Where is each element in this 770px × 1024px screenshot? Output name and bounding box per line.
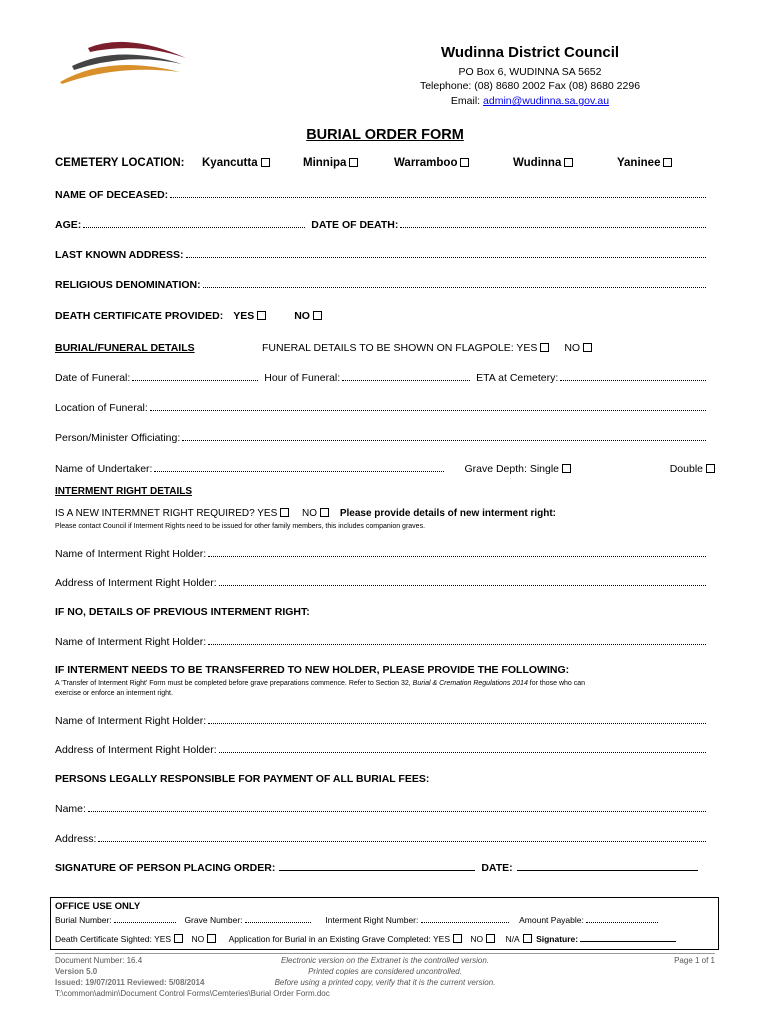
holder-address-row (55, 577, 708, 589)
funeral-date-row (55, 372, 708, 384)
signature-date-field[interactable] (517, 870, 698, 871)
grave-depth-single[interactable]: Grave Depth: Single (464, 463, 571, 475)
new-holder-address-label: Address of Interment Right Holder: (55, 744, 217, 756)
religion-label: RELIGIOUS DENOMINATION: (55, 279, 201, 291)
checkbox[interactable] (564, 158, 573, 167)
deceased-field[interactable] (170, 197, 706, 198)
signature-label: SIGNATURE OF PERSON PLACING ORDER: (55, 862, 276, 874)
transfer-heading: IF INTERMENT NEEDS TO BE TRANSFERRED TO NEW HOLDER, PLEASE PROVIDE THE FOLLOWING: (55, 664, 570, 676)
last-address-row (55, 249, 708, 261)
existing-na-checkbox[interactable] (523, 934, 532, 943)
grave-depth-double[interactable]: Double (670, 463, 715, 475)
deceased-row (55, 189, 708, 201)
death-cert-yes[interactable]: YES (233, 310, 266, 322)
transfer-note: A 'Transfer of Interment Right' Form must be completed before grave preparations commence. Refer to Section 32, Burial & Cremation Regulations 2014 for those who can exercise or enforce an interment right. (55, 680, 586, 697)
funeral-date-field[interactable] (132, 380, 258, 381)
checkbox[interactable] (349, 158, 358, 167)
death-cert-row (55, 310, 708, 322)
cemetery-minnipa[interactable]: Minnipa (303, 157, 358, 169)
undertaker-row (55, 463, 715, 475)
interment-yes-checkbox[interactable] (280, 508, 289, 517)
footer-divider (55, 953, 715, 954)
checkbox[interactable] (460, 158, 469, 167)
date-of-death-label: DATE OF DEATH: (311, 219, 399, 231)
new-holder-name-label: Name of Interment Right Holder: (55, 715, 207, 727)
payment-address-label: Address: (55, 833, 97, 845)
interment-required: IS A NEW INTERMNET RIGHT REQUIRED? YES NO Please provide details of new interment right: (55, 508, 556, 519)
checkbox[interactable] (663, 158, 672, 167)
funeral-hour-label: Hour of Funeral: (264, 372, 341, 384)
provide-details: Please provide details of new interment right: (339, 508, 556, 519)
checkbox[interactable] (261, 158, 270, 167)
signature-date-label: DATE: (481, 862, 513, 874)
cemetery-warramboo[interactable]: Warramboo (394, 157, 469, 169)
holder-name-label: Name of Interment Right Holder: (55, 548, 207, 560)
interment-note: Please contact Council if Interment Rights need to be issued for other family members, this includes companion graves. (55, 523, 426, 530)
age-field[interactable] (83, 227, 305, 228)
payment-address-row (55, 833, 708, 845)
prev-holder-name-label: Name of Interment Right Holder: (55, 636, 207, 648)
footer-control-note: Electronic version on the Extranet is the controlled version. Printed copies are considered uncontrolled. Before using a printed copy, verify that it is the current version. (274, 956, 496, 987)
office-signature-field[interactable] (580, 941, 676, 942)
cemetery-label: CEMETERY LOCATION: (55, 157, 185, 169)
checkbox[interactable] (706, 464, 715, 473)
signature-row (55, 862, 702, 874)
council-address: PO Box 6, WUDINNA SA 5652 (458, 66, 602, 78)
council-name: Wudinna District Council (440, 44, 620, 61)
cemetery-wudinna[interactable]: Wudinna (513, 157, 573, 169)
payment-name-field[interactable] (88, 811, 706, 812)
if-no-heading: IF NO, DETAILS OF PREVIOUS INTERMENT RIGHT: (55, 606, 310, 618)
checkbox[interactable] (257, 311, 266, 320)
undertaker-field[interactable] (154, 471, 444, 472)
death-cert-label: DEATH CERTIFICATE PROVIDED: (55, 310, 224, 322)
interment-number-field[interactable] (421, 922, 509, 923)
doc-issued: Issued: 19/07/2011 Reviewed: 5/08/2014 (55, 978, 205, 987)
prev-holder-name-row (55, 636, 708, 648)
doc-path: T:\common\admin\Document Control Forms\Cemteries\Burial Order Form.doc (55, 989, 330, 998)
payment-address-field[interactable] (98, 841, 706, 842)
deceased-label: NAME OF DECEASED: (55, 189, 169, 201)
holder-name-row (55, 548, 708, 560)
funeral-location-field[interactable] (150, 410, 706, 411)
minister-label: Person/Minister Officiating: (55, 432, 181, 444)
payment-heading: PERSONS LEGALLY RESPONSIBLE FOR PAYMENT OF ALL BURIAL FEES: (55, 773, 430, 785)
office-row-2: Death Certificate Sighted: YES NO Application for Burial in an Existing Grave Completed: YES NO N/A Signature: (55, 934, 676, 944)
funeral-location-row (55, 402, 708, 414)
eta-field[interactable] (560, 380, 706, 381)
minister-field[interactable] (182, 440, 706, 441)
email-link[interactable]: admin@wudinna.sa.gov.au (483, 95, 610, 107)
holder-address-label: Address of Interment Right Holder: (55, 577, 217, 589)
burial-number-field[interactable] (114, 922, 176, 923)
council-email-line (380, 95, 680, 107)
council-telephone: Telephone: (08) 8680 2002 Fax (08) 8680 2296 (419, 80, 641, 92)
checkbox[interactable] (562, 464, 571, 473)
date-of-death-field[interactable] (400, 227, 706, 228)
minister-row (55, 432, 708, 444)
doc-number: Document Number: 16.4 (55, 956, 143, 965)
funeral-date-label: Date of Funeral: (55, 372, 131, 384)
interment-no-checkbox[interactable] (320, 508, 329, 517)
payment-name-label: Name: (55, 803, 86, 815)
prev-holder-name-field[interactable] (208, 644, 706, 645)
age-row (55, 219, 708, 231)
doc-version: Version 5.0 (55, 967, 98, 976)
signature-field[interactable] (279, 870, 475, 871)
eta-label: ETA at Cemetery: (476, 372, 559, 384)
holder-address-field[interactable] (219, 585, 706, 586)
existing-no-checkbox[interactable] (486, 934, 495, 943)
last-address-label: LAST KNOWN ADDRESS: (55, 249, 184, 261)
payment-name-row (55, 803, 708, 815)
interment-heading: INTERMENT RIGHT DETAILS (55, 486, 193, 497)
funeral-hour-field[interactable] (342, 380, 470, 381)
page-number: Page 1 of 1 (674, 956, 715, 965)
email-label: Email: (450, 95, 481, 107)
last-address-field[interactable] (186, 257, 706, 258)
age-label: AGE: (55, 219, 82, 231)
religion-row (55, 279, 708, 291)
grave-number-field[interactable] (245, 922, 311, 923)
death-cert-no[interactable]: NO (294, 310, 322, 322)
funeral-location-label: Location of Funeral: (55, 402, 148, 414)
new-holder-address-row (55, 744, 708, 756)
holder-name-field[interactable] (208, 556, 706, 557)
new-holder-name-field[interactable] (208, 723, 706, 724)
office-use-box (50, 897, 719, 950)
cert-no-checkbox[interactable] (207, 934, 216, 943)
flagpole-question: FUNERAL DETAILS TO BE SHOWN ON FLAGPOLE: YES NO (262, 342, 592, 354)
undertaker-label: Name of Undertaker: (55, 463, 153, 475)
religion-field[interactable] (203, 287, 706, 288)
cert-yes-checkbox[interactable] (174, 934, 183, 943)
cemetery-yaninee[interactable]: Yaninee (617, 157, 672, 169)
cemetery-kyancutta[interactable]: Kyancutta (202, 157, 270, 169)
office-heading: OFFICE USE ONLY (55, 901, 141, 912)
amount-field[interactable] (586, 922, 658, 923)
checkbox[interactable] (313, 311, 322, 320)
office-row-1: Burial Number: Grave Number: Interment Right Number: Amount Payable: (55, 915, 658, 925)
existing-yes-checkbox[interactable] (453, 934, 462, 943)
new-holder-name-row (55, 715, 708, 727)
form-title: BURIAL ORDER FORM (306, 127, 464, 143)
new-holder-address-field[interactable] (219, 752, 706, 753)
council-logo (58, 36, 188, 86)
flagpole-no-checkbox[interactable] (583, 343, 592, 352)
funeral-heading: BURIAL/FUNERAL DETAILS (55, 342, 195, 354)
flagpole-yes-checkbox[interactable] (540, 343, 549, 352)
